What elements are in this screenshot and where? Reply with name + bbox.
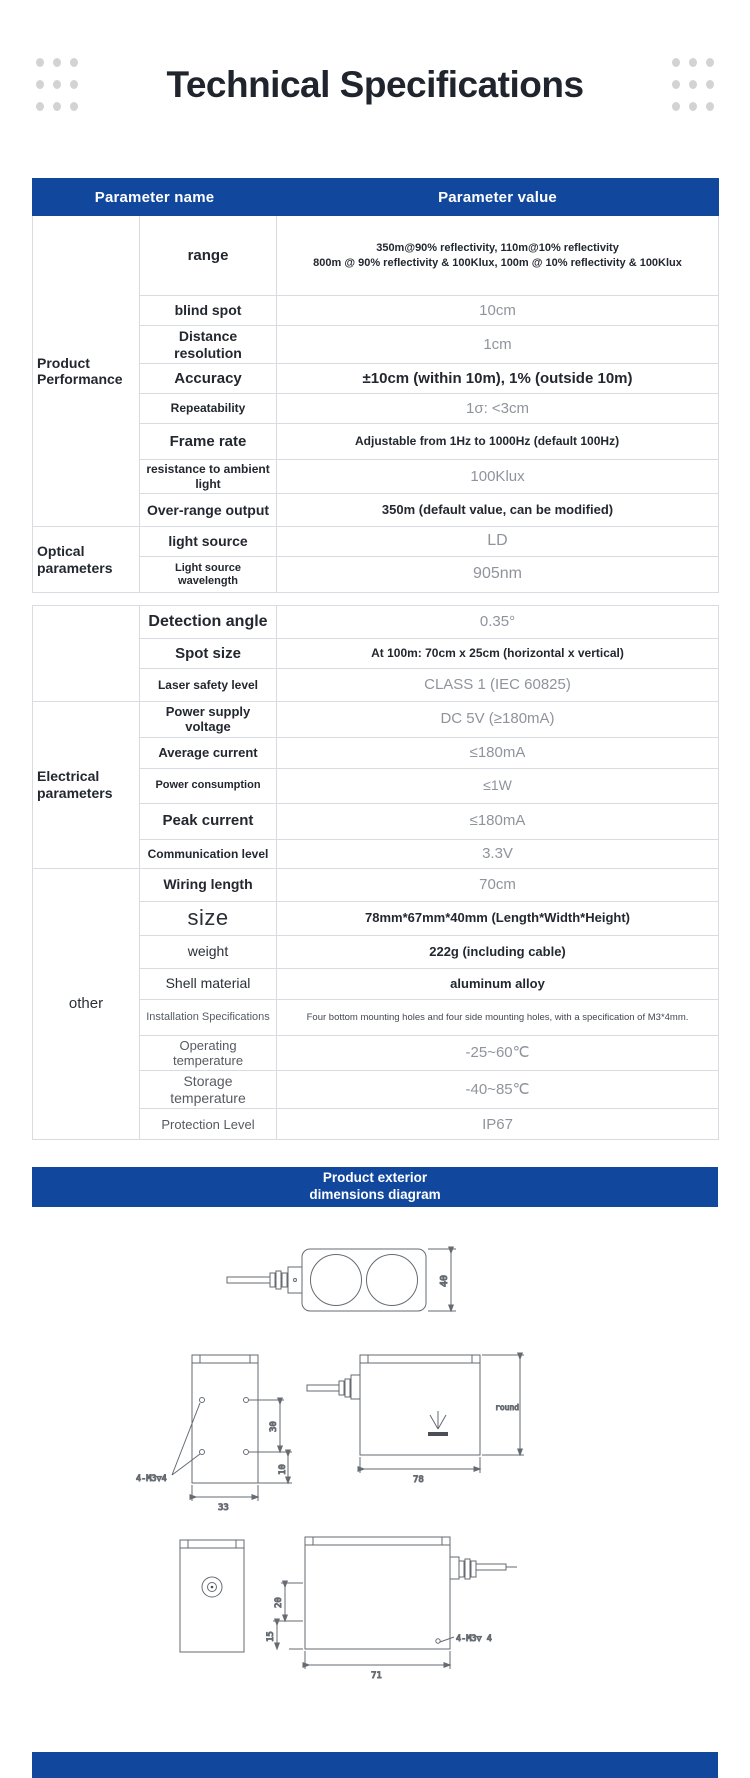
dimension-label-m3-right: 4-M3▽ 4 bbox=[456, 1634, 492, 1644]
parameter-name-cell: Operating temperature bbox=[140, 1035, 277, 1071]
parameter-value-cell: ≤1W bbox=[277, 768, 719, 803]
front-housing bbox=[302, 1249, 426, 1311]
parameter-value-cell: IP67 bbox=[277, 1109, 719, 1140]
parameter-name-cell: Average current bbox=[140, 737, 277, 768]
lens-right bbox=[367, 1255, 418, 1306]
group-cell: other bbox=[33, 868, 140, 1140]
spec-row bbox=[33, 702, 719, 738]
bottom-accent-bar bbox=[32, 1752, 718, 1778]
parameter-name-cell: blind spot bbox=[140, 296, 277, 326]
parameter-value-cell: 905nm bbox=[277, 557, 719, 593]
parameter-name-cell: Installation Specifications bbox=[140, 999, 277, 1035]
column-header-parameter-value: Parameter value bbox=[277, 179, 719, 216]
spec-table-upper bbox=[32, 178, 719, 593]
dimension-label-78: 78 bbox=[413, 1475, 424, 1485]
parameter-name-cell: Light source wavelength bbox=[140, 557, 277, 593]
rear-view-drawing bbox=[180, 1540, 244, 1652]
parameter-value-cell: 0.35° bbox=[277, 606, 719, 639]
spec-row bbox=[33, 216, 719, 296]
table-header-row bbox=[33, 179, 719, 216]
page-title: Technical Specifications bbox=[166, 63, 584, 105]
parameter-name-cell: range bbox=[140, 216, 277, 296]
parameter-value-cell: 222g (including cable) bbox=[277, 935, 719, 968]
parameter-name-cell: Distance resolution bbox=[140, 326, 277, 364]
group-cell: Optical parameters bbox=[33, 527, 140, 593]
parameter-name-cell: Power consumption bbox=[140, 768, 277, 803]
parameter-value-cell: Four bottom mounting holes and four side mounting holes, with a specification of M3*4mm. bbox=[277, 999, 719, 1035]
parameter-value-cell: 350m@90% reflectivity, 110m@10% reflectivity 800m @ 90% reflectivity & 100Klux, 100m @ 10% reflectivity & 100Klux bbox=[277, 216, 719, 296]
parameter-name-cell: size bbox=[140, 901, 277, 935]
side-view-drawing bbox=[136, 1355, 292, 1513]
spec-table-lower bbox=[32, 605, 719, 1140]
group-cell: Electrical parameters bbox=[33, 702, 140, 869]
parameter-value-cell: 100Klux bbox=[277, 460, 719, 494]
banner-line2: dimensions diagram bbox=[309, 1187, 441, 1202]
parameter-value-cell: 10cm bbox=[277, 296, 719, 326]
parameter-value-cell: 350m (default value, can be modified) bbox=[277, 494, 719, 527]
parameter-value-cell: aluminum alloy bbox=[277, 968, 719, 999]
dimension-label-10: 10 bbox=[278, 1464, 288, 1475]
bottom-view-drawing bbox=[266, 1537, 517, 1681]
parameter-name-cell: Frame rate bbox=[140, 424, 277, 460]
lens-left bbox=[311, 1255, 362, 1306]
parameter-name-cell: Over-range output bbox=[140, 494, 277, 527]
spec-row bbox=[33, 606, 719, 639]
parameter-value-cell: 78mm*67mm*40mm (Length*Width*Height) bbox=[277, 901, 719, 935]
parameter-name-cell: Laser safety level bbox=[140, 669, 277, 702]
parameter-name-cell: Protection Level bbox=[140, 1109, 277, 1140]
parameter-name-cell: Accuracy bbox=[140, 364, 277, 394]
parameter-value-cell: 70cm bbox=[277, 868, 719, 901]
dimension-label-20: 20 bbox=[274, 1597, 284, 1608]
parameter-value-cell: CLASS 1 (IEC 60825) bbox=[277, 669, 719, 702]
dimension-label-15: 15 bbox=[266, 1631, 276, 1642]
parameter-value-cell: Adjustable from 1Hz to 1000Hz (default 100Hz) bbox=[277, 424, 719, 460]
parameter-name-cell: Peak current bbox=[140, 803, 277, 839]
parameter-name-cell: Wiring length bbox=[140, 868, 277, 901]
dimension-label-30: 30 bbox=[269, 1421, 279, 1432]
dimension-label-71: 71 bbox=[371, 1671, 382, 1681]
top-view-drawing bbox=[307, 1355, 524, 1485]
parameter-name-cell: weight bbox=[140, 935, 277, 968]
parameter-value-cell: 1cm bbox=[277, 326, 719, 364]
group-cell bbox=[33, 606, 140, 702]
parameter-value-cell: 3.3V bbox=[277, 839, 719, 868]
parameter-value-cell: At 100m: 70cm x 25cm (horizontal x vertical) bbox=[277, 639, 719, 669]
parameter-name-cell: light source bbox=[140, 527, 277, 557]
parameter-value-cell: ≤180mA bbox=[277, 737, 719, 768]
dots-decoration-left-icon bbox=[36, 58, 78, 111]
dimensions-diagram bbox=[0, 1205, 750, 1750]
parameter-value-cell: ≤180mA bbox=[277, 803, 719, 839]
dimension-label-m3-left: 4-M3▽4 bbox=[136, 1474, 167, 1484]
dimension-label-round: round bbox=[495, 1403, 520, 1412]
dimension-label-40: 40 bbox=[439, 1274, 450, 1287]
parameter-name-cell: Power supply voltage bbox=[140, 702, 277, 738]
parameter-value-cell: DC 5V (≥180mA) bbox=[277, 702, 719, 738]
parameter-name-cell: Storage temperature bbox=[140, 1071, 277, 1109]
parameter-value-cell: 1σ: <3cm bbox=[277, 394, 719, 424]
title-row bbox=[0, 58, 750, 111]
parameter-value-cell: LD bbox=[277, 527, 719, 557]
parameter-value-cell: ±10cm (within 10m), 1% (outside 10m) bbox=[277, 364, 719, 394]
front-view-drawing bbox=[227, 1249, 456, 1311]
parameter-name-cell: resistance to ambient light bbox=[140, 460, 277, 494]
parameter-value-cell: -25~60℃ bbox=[277, 1035, 719, 1071]
spec-row bbox=[33, 868, 719, 901]
parameter-value-cell: -40~85℃ bbox=[277, 1071, 719, 1109]
spec-row bbox=[33, 527, 719, 557]
parameter-name-cell: Detection angle bbox=[140, 606, 277, 639]
banner-line1: Product exterior bbox=[322, 1170, 428, 1186]
parameter-name-cell: Shell material bbox=[140, 968, 277, 999]
parameter-name-cell: Repeatability bbox=[140, 394, 277, 424]
parameter-name-cell: Communication level bbox=[140, 839, 277, 868]
section-banner bbox=[32, 1167, 718, 1207]
logo-mark bbox=[428, 1411, 448, 1436]
parameter-name-cell: Spot size bbox=[140, 639, 277, 669]
group-cell: Product Performance bbox=[33, 216, 140, 527]
column-header-parameter-name: Parameter name bbox=[33, 179, 277, 216]
dimension-label-33: 33 bbox=[218, 1503, 229, 1513]
dots-decoration-right-icon bbox=[672, 58, 714, 111]
